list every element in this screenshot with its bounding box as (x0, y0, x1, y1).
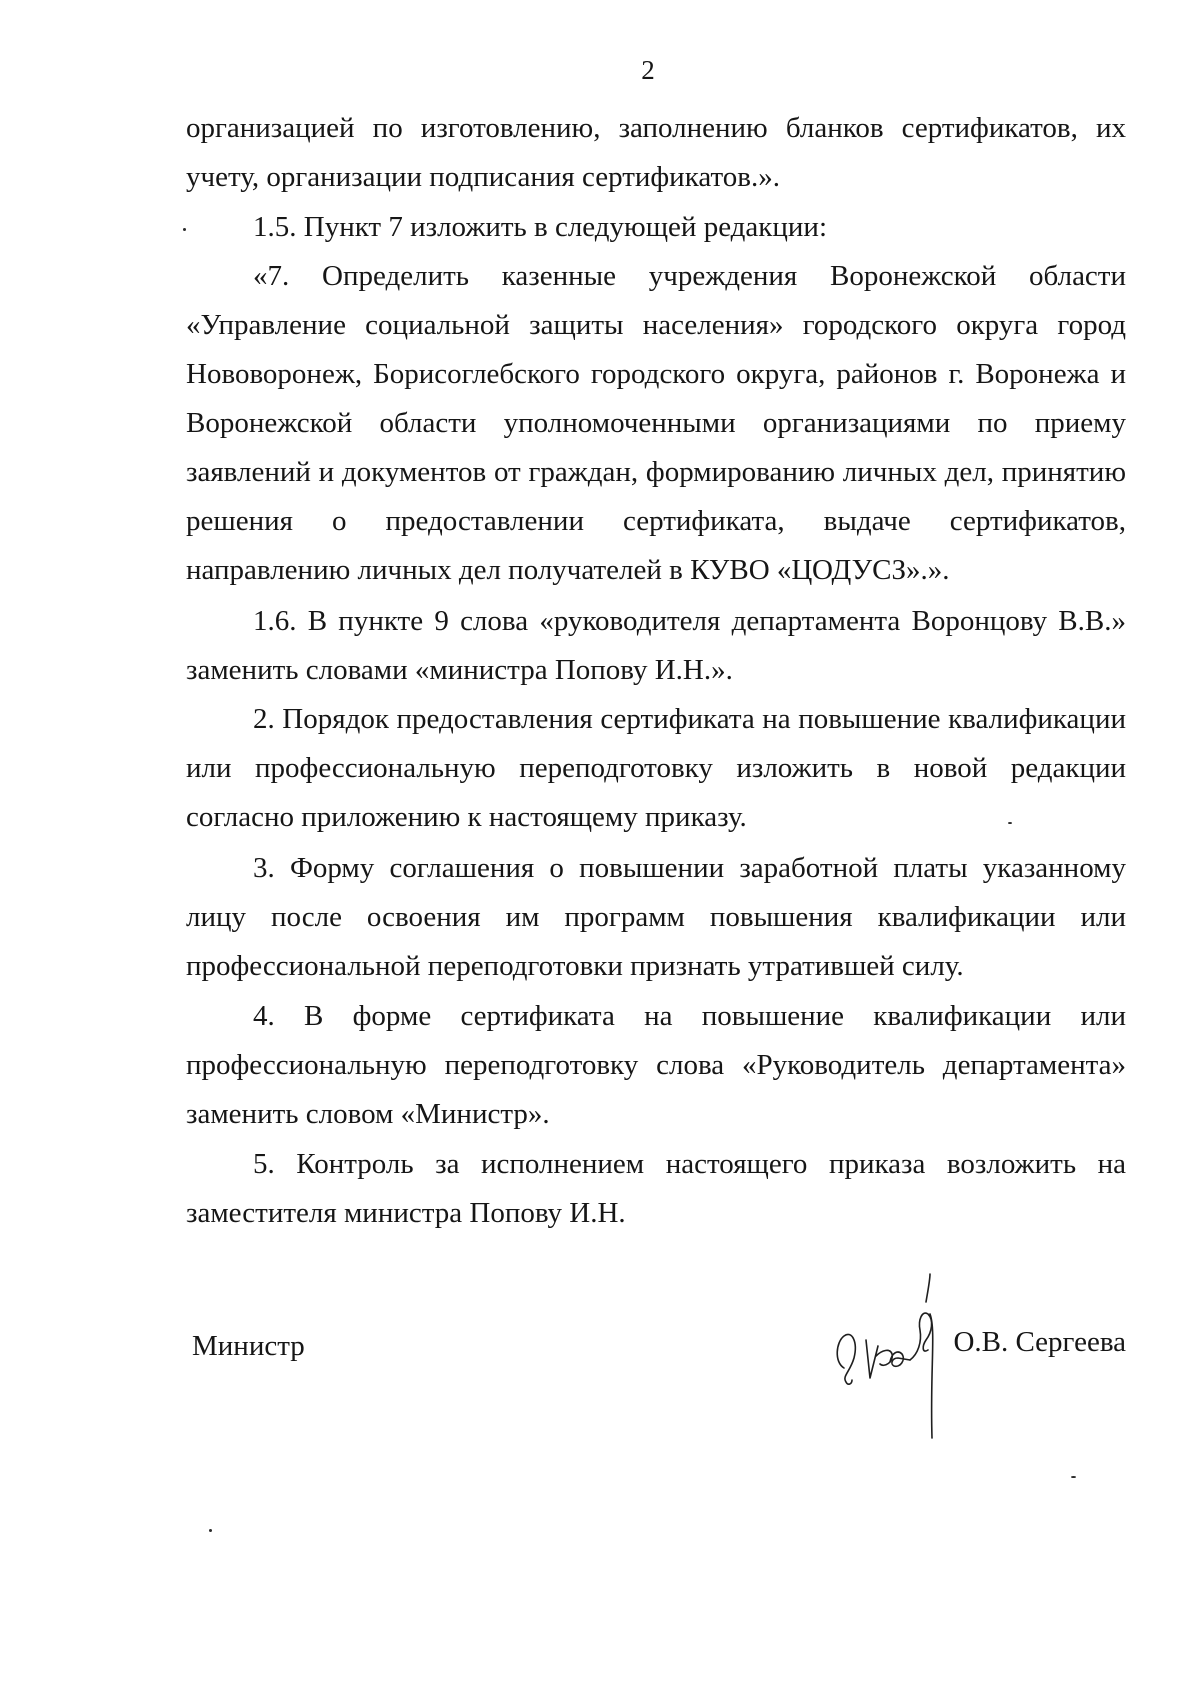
paragraph-2: 2. Порядок предоставления сертификата на повышение квалификации или профессиональную переподготовку изложить в новой редакции согласно приложению к настоящему приказу. (186, 703, 1126, 833)
paragraph-5: 5. Контроль за исполнением настоящего приказа возложить на заместителя министра Попову И.Н. (186, 1148, 1126, 1229)
scan-speck (1071, 1476, 1076, 1478)
paragraph-item-7: «7. Определить казенные учреждения Воронежской области «Управление социальной защиты населения» городского округа город Нововоронеж, Борисоглебского городского округа, районов г. Воронежа и Воронежской области уполномоченными организациями по приему заявлений и документов от граждан, формированию личных дел, принятию решения о предоставлении сертификата, выдаче сертификатов, направлению личных дел получателей в КУВО «ЦОДУСЗ».». (186, 260, 1126, 586)
paragraph-1-6: 1.6. В пункте 9 слова «руководителя департамента Воронцову В.В.» заменить словами «министра Попову И.Н.». (186, 605, 1126, 686)
signature-block (186, 1310, 1126, 1470)
paragraph-1-5: 1.5. Пункт 7 изложить в следующей редакции: (253, 211, 828, 243)
page-number: 2 (641, 55, 655, 85)
paragraph-4: 4. В форме сертификата на повышение квалификации или профессиональную переподготовку слова «Руководитель департамента» заменить словом «Министр». (186, 1000, 1126, 1130)
scan-speck (1008, 822, 1012, 824)
scan-speck (209, 1529, 212, 1532)
scan-speck (183, 228, 186, 231)
signer-position: Министр (192, 1330, 305, 1362)
document-body (186, 104, 1126, 1238)
paragraph-continuation: организацией по изготовлению, заполнению бланков сертификатов, их учету, организации подписания сертификатов.». (186, 112, 1126, 193)
signer-name: О.В. Сергеева (953, 1326, 1126, 1358)
paragraph-3: 3. Форму соглашения о повышении заработной платы указанному лицу после освоения им программ повышения квалификации или профессиональной переподготовки признать утратившей силу. (186, 852, 1126, 982)
